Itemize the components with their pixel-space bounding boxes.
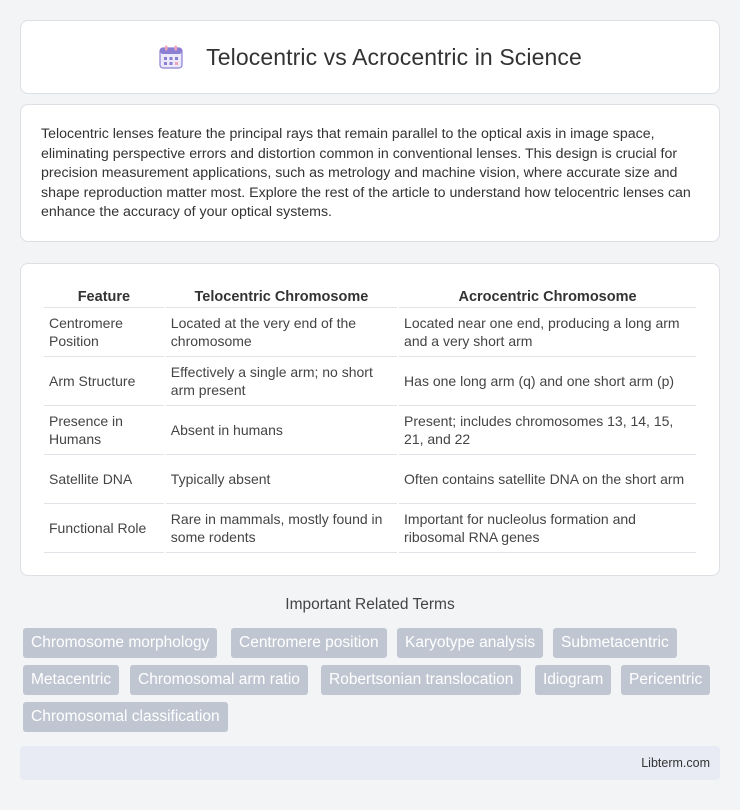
- table-header-row: [44, 284, 696, 308]
- term-tag-metacentric[interactable]: Metacentric: [23, 665, 119, 695]
- intro-card: [20, 104, 720, 242]
- intro-text: Telocentric lenses feature the principal rays that remain parallel to the optical axis in image space, eliminating perspective errors and distortion common in conventional lenses. This design is crucial for precision measurement applications, such as metrology and machine vision, where accurate size and shape reproduction matter most. Explore the rest of the article to understand how telocentric lenses can enhance the accuracy of your optical systems.: [41, 126, 691, 220]
- table-cell-feature: Satellite DNA: [44, 455, 164, 504]
- table-cell-acrocentric: Located near one end, producing a long arm and a very short arm: [399, 308, 696, 357]
- term-tag-chromosomal-classification[interactable]: Chromosomal classification: [23, 702, 228, 732]
- table-cell-feature: Centromere Position: [44, 308, 164, 357]
- header-feature: Feature: [44, 284, 164, 308]
- header-acrocentric: Acrocentric Chromosome: [399, 284, 696, 308]
- table-row: [44, 504, 696, 553]
- table-row: [44, 308, 696, 357]
- page-title: Telocentric vs Acrocentric in Science: [206, 43, 582, 70]
- footer-site-link[interactable]: Libterm.com: [641, 756, 710, 770]
- table-cell-feature: Arm Structure: [44, 357, 164, 406]
- header-telocentric: Telocentric Chromosome: [166, 284, 397, 308]
- related-terms-heading: Important Related Terms: [285, 596, 455, 613]
- table-cell-acrocentric: Often contains satellite DNA on the short arm: [399, 455, 696, 504]
- table-cell-feature: Presence in Humans: [44, 406, 164, 455]
- table-cell-feature: Functional Role: [44, 504, 164, 553]
- table-cell-telocentric: Rare in mammals, mostly found in some rodents: [166, 504, 397, 553]
- comparison-table: [42, 284, 698, 553]
- table-cell-telocentric: Typically absent: [166, 455, 397, 504]
- term-tag-chromosomal-arm-ratio[interactable]: Chromosomal arm ratio: [130, 665, 308, 695]
- table-cell-telocentric: Absent in humans: [166, 406, 397, 455]
- calendar-icon: [158, 44, 184, 70]
- table-row: [44, 455, 696, 504]
- footer: [20, 746, 720, 780]
- term-tag-idiogram[interactable]: Idiogram: [535, 665, 611, 695]
- table-row: [44, 406, 696, 455]
- term-tag-submetacentric[interactable]: Submetacentric: [553, 628, 677, 658]
- term-tag-centromere-position[interactable]: Centromere position: [231, 628, 387, 658]
- table-row: [44, 357, 696, 406]
- table-cell-acrocentric: Has one long arm (q) and one short arm (p): [399, 357, 696, 406]
- term-tag-pericentric[interactable]: Pericentric: [621, 665, 710, 695]
- table-cell-telocentric: Located at the very end of the chromosome: [166, 308, 397, 357]
- table-cell-acrocentric: Present; includes chromosomes 13, 14, 15, 21, and 22: [399, 406, 696, 455]
- table-cell-acrocentric: Important for nucleolus formation and ribosomal RNA genes: [399, 504, 696, 553]
- term-tag-chromosome-morphology[interactable]: Chromosome morphology: [23, 628, 217, 658]
- table-cell-telocentric: Effectively a single arm; no short arm present: [166, 357, 397, 406]
- title-card: [20, 20, 720, 94]
- comparison-table-card: [20, 263, 720, 576]
- term-tag-karyotype-analysis[interactable]: Karyotype analysis: [397, 628, 543, 658]
- term-tag-robertsonian-translocation[interactable]: Robertsonian translocation: [321, 665, 521, 695]
